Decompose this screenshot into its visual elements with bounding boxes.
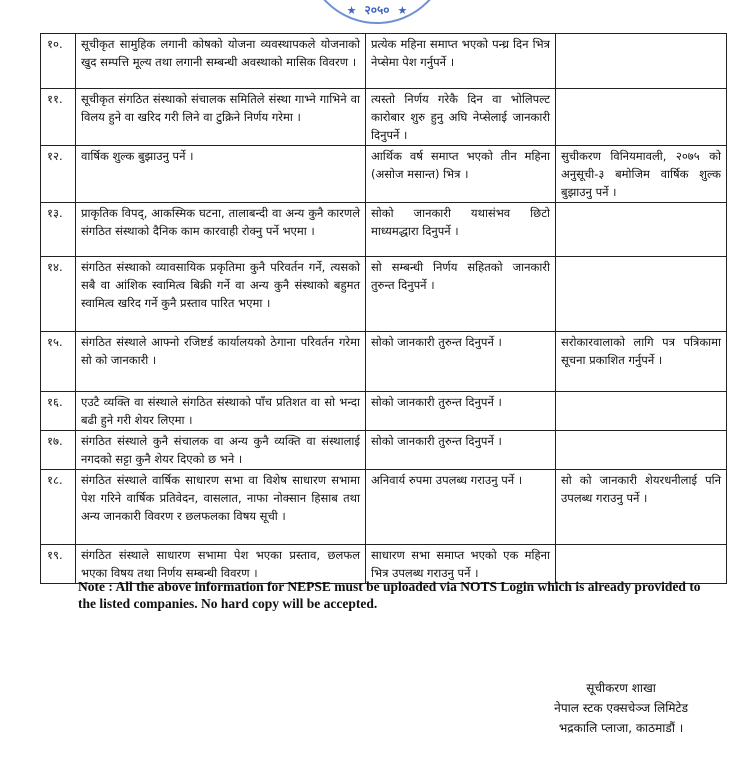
event-cell: संगठित संस्थाले वार्षिक साधारण सभा वा विशेष साधारण सभामा पेश गरिने वार्षिक प्रतिवेदन, वासलात, नाफा नोक्सान हिसाब तथा अन्य जानकारी विवरण र छलफलका विषय सूची ।: [76, 470, 366, 545]
table-row: [41, 203, 727, 257]
deadline-cell: त्यस्तो निर्णय गरेकै दिन वा भोलिपल्ट कारोबार शुरु हुनु अघि नेप्सेलाई जानकारी दिनुपर्ने ।: [366, 89, 556, 146]
table-row: [41, 470, 727, 545]
remarks-cell: सो को जानकारी शेयरधनीलाई पनि उपलब्ध गराउनु पर्ने ।: [556, 470, 727, 545]
row-number: १५.: [41, 332, 76, 392]
event-cell: संगठित संस्थाले साधारण सभामा पेश भएका प्रस्ताव, छलफल भएका विषय तथा निर्णय सम्बन्धी विवरण ।: [76, 545, 366, 584]
table-row: [41, 89, 727, 146]
remarks-cell: [556, 203, 727, 257]
department-name: सूचीकरण शाखा: [586, 681, 656, 695]
deadline-cell: सोको जानकारी तुरुन्त दिनुपर्ने ।: [366, 332, 556, 392]
row-number: १८.: [41, 470, 76, 545]
deadline-cell: प्रत्येक महिना समाप्त भएको पन्ध्र दिन भित्र नेप्सेमा पेश गर्नुपर्ने ।: [366, 34, 556, 89]
signature-block: [554, 678, 688, 738]
star-icon: ★: [397, 4, 408, 17]
event-cell: सूचीकृत सामुहिक लगानी कोषको योजना व्यवस्थापकले योजनाको खुद सम्पत्ति मूल्य तथा लगानी सम्बन्धी अवस्थाको मासिक विवरण ।: [76, 34, 366, 89]
remarks-cell: [556, 257, 727, 332]
event-cell: संगठित संस्थाले कुनै संचालक वा अन्य कुनै व्यक्ति वा संस्थालाई नगदको सट्टा कुनै शेयर दिएको छ भने ।: [76, 431, 366, 470]
table-row: [41, 146, 727, 203]
table-row: [41, 431, 727, 470]
event-cell: सूचीकृत संगठित संस्थाको संचालक समितिले संस्था गाभ्ने गाभिने वा विलय हुने वा खरिद गरी लिने वा टुक्रिने निर्णय गरेमा ।: [76, 89, 366, 146]
event-cell: प्राकृतिक विपद्, आकस्मिक घटना, तालाबन्दी वा अन्य कुनै कारणले संगठित संस्थाको दैनिक काम कारवाही रोक्नु पर्ने भएमा ।: [76, 203, 366, 257]
remarks-cell: [556, 89, 727, 146]
table-row: [41, 34, 727, 89]
row-number: १३.: [41, 203, 76, 257]
deadline-cell: आर्थिक वर्ष समाप्त भएको तीन महिना (असोज मसान्त) भित्र ।: [366, 146, 556, 203]
row-number: १९.: [41, 545, 76, 584]
event-cell: वार्षिक शुल्क बुझाउनु पर्ने ।: [76, 146, 366, 203]
deadline-cell: सोको जानकारी तुरुन्त दिनुपर्ने ।: [366, 392, 556, 431]
remarks-cell: [556, 392, 727, 431]
table-row: [41, 392, 727, 431]
stamp-year: २०५०: [364, 3, 390, 17]
deadline-cell: साधारण सभा समाप्त भएको एक महिना भित्र उपलब्ध गराउनु पर्ने ।: [366, 545, 556, 584]
address: भद्रकालि प्लाजा, काठमाडौं ।: [558, 721, 684, 735]
row-number: १७.: [41, 431, 76, 470]
table-row: [41, 332, 727, 392]
row-number: १६.: [41, 392, 76, 431]
deadline-cell: सो सम्बन्धी निर्णय सहितको जानकारी तुरुन्त दिनुपर्ने ।: [366, 257, 556, 332]
organization-name: नेपाल स्टक एक्सचेञ्ज लिमिटेड: [554, 701, 688, 715]
note-text: Note : All the above information for NEPSE must be uploaded via NOTS Login which is already provided to the listed companies. No hard copy will be accepted.: [78, 579, 701, 611]
remarks-cell: सरोकारवालाको लागि पत्र पत्रिकामा सूचना प्रकाशित गर्नुपर्ने ।: [556, 332, 727, 392]
official-stamp: [305, 0, 449, 24]
event-cell: संगठित संस्थाको व्यावसायिक प्रकृतिमा कुनै परिवर्तन गर्ने, त्यसको सबै वा आंशिक स्वामित्व बिक्री गर्ने वा अन्य कुनै संस्थाको बहुमत स्वामित्व खरिद गर्ने कुनै प्रस्ताव पारित भएमा ।: [76, 257, 366, 332]
table-row: [41, 257, 727, 332]
star-icon: ★: [346, 4, 357, 17]
remarks-cell: [556, 431, 727, 470]
remarks-cell: सुचीकरण विनियमावली, २०७५ को अनुसूची-३ बमोजिम वार्षिक शुल्क बुझाउनु पर्ने ।: [556, 146, 727, 203]
deadline-cell: सोको जानकारी तुरुन्त दिनुपर्ने ।: [366, 431, 556, 470]
row-number: १०.: [41, 34, 76, 89]
row-number: १४.: [41, 257, 76, 332]
row-number: १२.: [41, 146, 76, 203]
row-number: ११.: [41, 89, 76, 146]
deadline-cell: अनिवार्य रुपमा उपलब्ध गराउनु पर्ने ।: [366, 470, 556, 545]
disclosure-table: [40, 33, 727, 584]
deadline-cell: सोको जानकारी यथासंभव छिटो माध्यमद्धारा दिनुपर्ने ।: [366, 203, 556, 257]
event-cell: संगठित संस्थाले आफ्नो रजिष्टर्ड कार्यालयको ठेगाना परिवर्तन गरेमा सो को जानकारी ।: [76, 332, 366, 392]
remarks-cell: [556, 34, 727, 89]
event-cell: एउटै व्यक्ति वा संस्थाले संगठित संस्थाको पाँच प्रतिशत वा सो भन्दा बढी हुने गरी शेयर लिएमा ।: [76, 392, 366, 431]
